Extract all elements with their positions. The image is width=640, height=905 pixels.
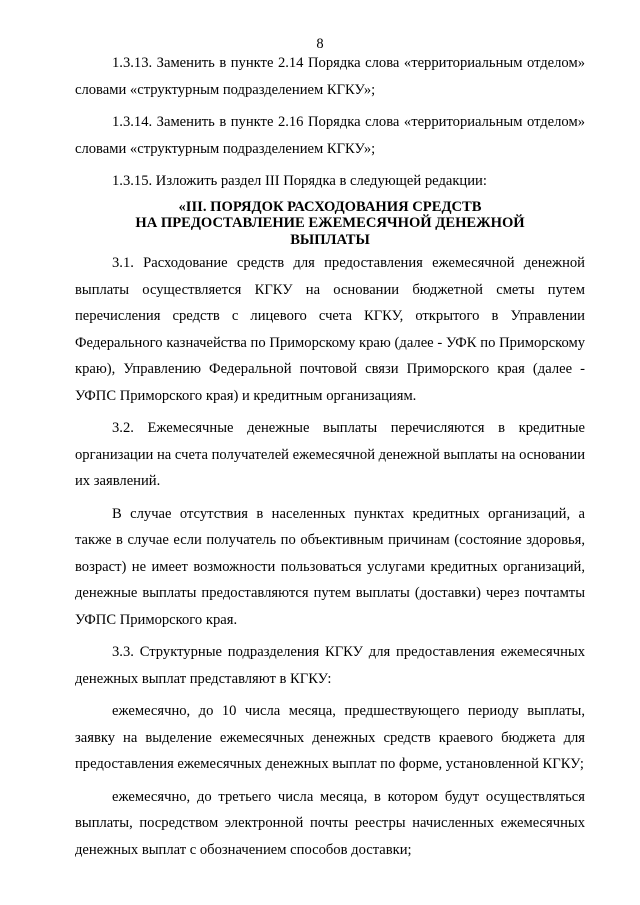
paragraph-1-3-15: 1.3.15. Изложить раздел III Порядка в следующей редакции:: [112, 173, 487, 189]
paragraph-3-3: 3.3. Структурные подразделения КГКУ для предоставления ежемесячных денежных выплат представляют в КГКУ:: [75, 644, 585, 687]
section-heading-line-3: ВЫПЛАТЫ: [290, 231, 370, 248]
section-heading-line-2: НА ПРЕДОСТАВЛЕНИЕ ЕЖЕМЕСЯЧНОЙ ДЕНЕЖНОЙ: [135, 215, 525, 231]
paragraph-3-3-item-2: ежемесячно, до третьего числа месяца, в котором будут осуществляться выплаты, посредством электронной почты реестры начисленных ежемесячных денежных выплат с обозначением способов доставки;: [75, 788, 585, 858]
paragraph-3-2: 3.2. Ежемесячные денежные выплаты перечисляются в кредитные организации на счета получателей ежемесячной денежной выплаты на основании их заявлений.: [75, 420, 585, 489]
section-heading: [75, 199, 585, 249]
paragraph-3-3-item-1: ежемесячно, до 10 числа месяца, предшествующего периоду выплаты, заявку на выделение ежемесячных денежных средств краевого бюджета для предоставления ежемесячных денежных выплат по форме, установленной КГКУ;: [75, 703, 585, 772]
paragraph-3-2-continued: В случае отсутствия в населенных пунктах кредитных организаций, а также в случае если получатель по объективным причинам (состояние здоровья, возраст) не имеет возможности пользоваться услугами кредитных организаций, денежные выплаты предоставляются путем выплаты (доставки) через почтамты УФПС Приморского края.: [75, 505, 585, 628]
paragraph-1-3-14: 1.3.14. Заменить в пункте 2.16 Порядка слова «территориальным отделом» словами «структурным подразделением КГКУ»;: [75, 114, 585, 157]
page-number: 8: [316, 36, 324, 52]
paragraph-1-3-13: 1.3.13. Заменить в пункте 2.14 Порядка слова «территориальным отделом» словами «структурным подразделением КГКУ»;: [75, 55, 585, 98]
document-body: [75, 50, 585, 863]
section-heading-line-1: «III. ПОРЯДОК РАСХОДОВАНИЯ СРЕДСТВ: [178, 198, 482, 215]
paragraph-3-1: 3.1. Расходование средств для предоставления ежемесячной денежной выплаты осуществляется КГКУ на основании бюджетной сметы путем перечисления средств с лицевого счета КГКУ, открытого в Управлении Федерального казначейства по Приморскому краю (далее - УФК по Приморскому краю), Управлению Федеральной почтовой связи Приморского края (далее - УФПС Приморского края) и кредитным организациям.: [75, 255, 585, 404]
